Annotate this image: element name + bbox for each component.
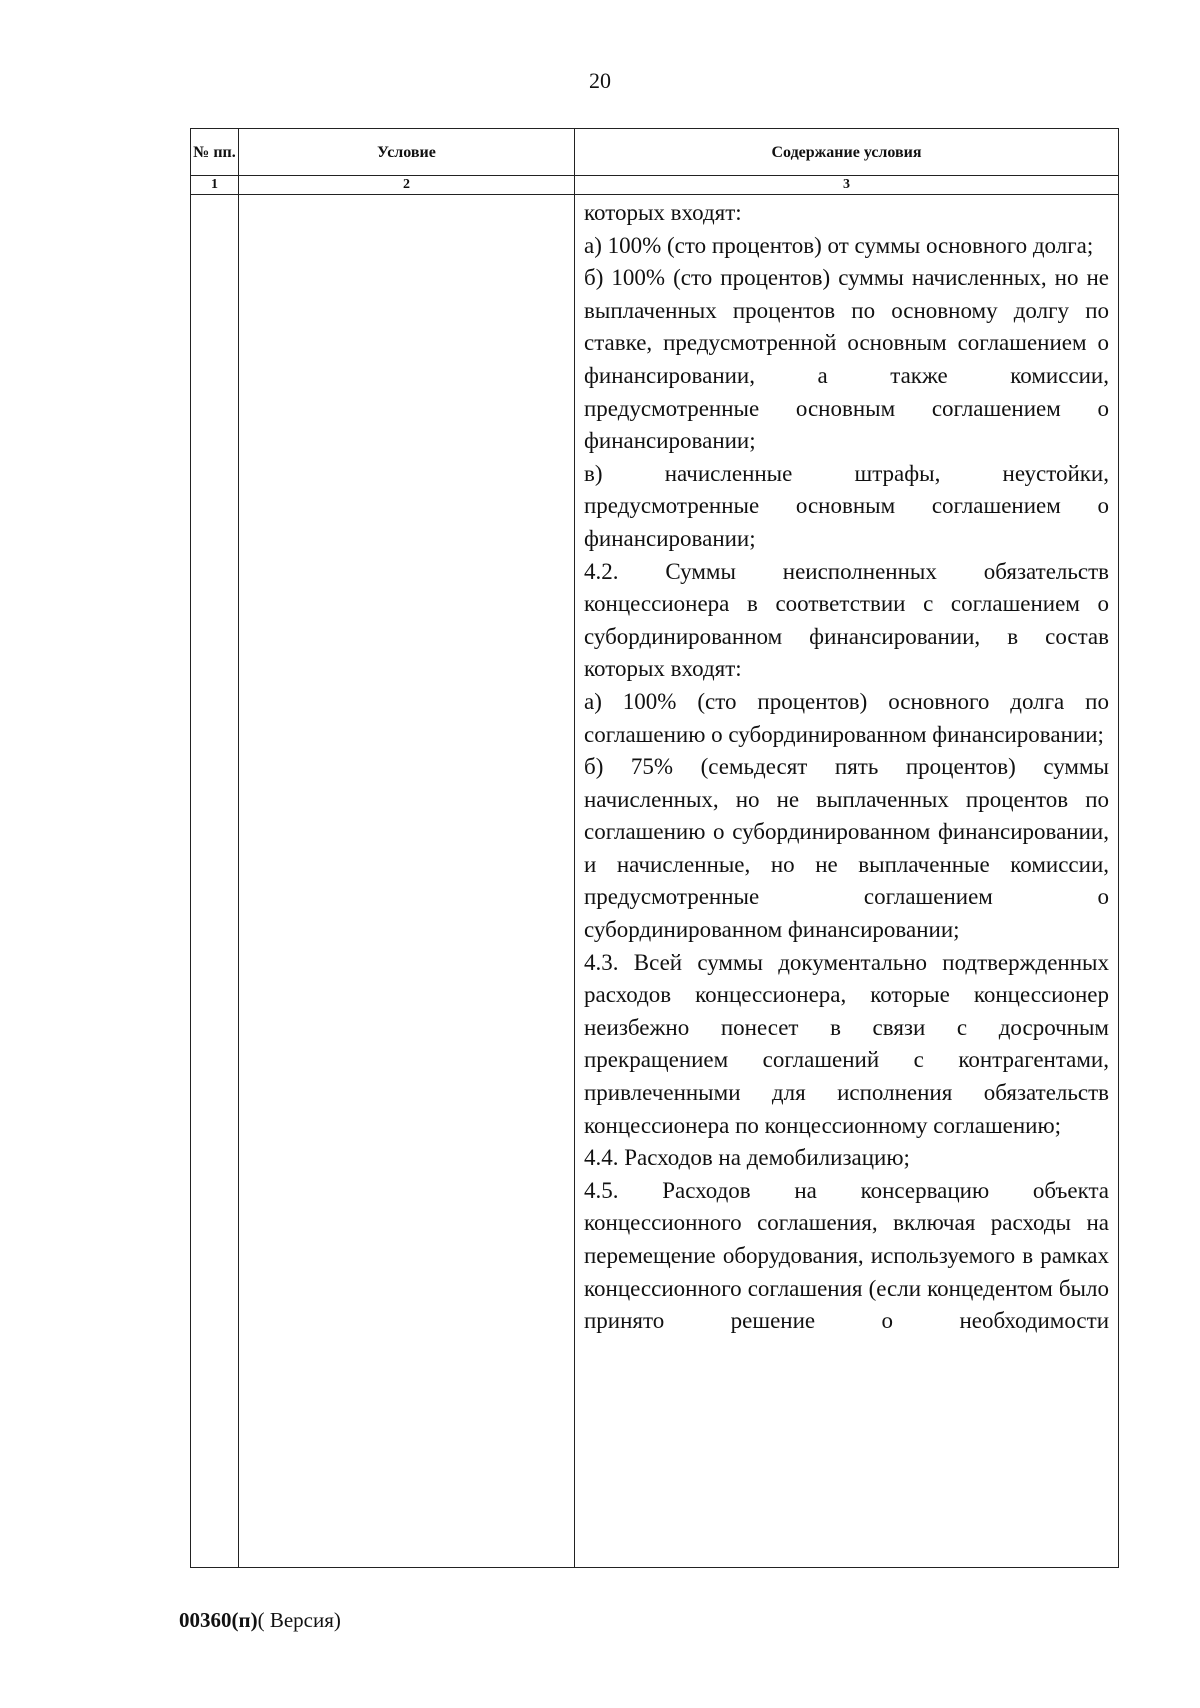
- document-footer: [179, 1608, 341, 1633]
- row-number-cell: [191, 195, 239, 1568]
- header-condition-content: Содержание условия: [575, 129, 1119, 176]
- column-index-2: 2: [239, 176, 575, 195]
- header-condition: Условие: [239, 129, 575, 176]
- table-column-index-row: [191, 176, 1119, 195]
- row-condition-cell: [239, 195, 575, 1568]
- content-paragraph: в) начисленные штрафы, неустойки, предусмотренные основным соглашением о финансировании;: [584, 460, 1109, 551]
- content-paragraph: 4.4. Расходов на демобилизацию;: [584, 1145, 910, 1171]
- content-paragraph: 4.2. Суммы неисполненных обязательств концессионера в соответствии с соглашением о субординированном финансировании, в состав которых входят:: [584, 558, 1109, 682]
- document-version: ( Версия): [257, 1608, 341, 1632]
- content-paragraph: а) 100% (сто процентов) от суммы основного долга;: [584, 232, 1094, 258]
- content-paragraph: 4.5. Расходов на консервацию объекта концессионного соглашения, включая расходы на перемещение оборудования, используемого в рамках концессионного соглашения (если концедентом было принято решение о необходимости: [584, 1177, 1109, 1334]
- column-index-3: 3: [575, 176, 1119, 195]
- content-paragraph: б) 100% (сто процентов) суммы начисленных, но не выплаченных процентов по основному долгу по ставке, предусмотренной основным соглашением о финансировании, а также комиссии, предусмотренные основным соглашением о финансировании;: [584, 265, 1109, 454]
- table-row: [191, 195, 1119, 1568]
- content-paragraph: 4.3. Всей суммы документально подтвержденных расходов концессионера, которые концессионер неизбежно понесет в связи с досрочным прекращением соглашений с контрагентами, привлеченными для исполнения обязательств концессионера по концессионному соглашению;: [584, 949, 1109, 1138]
- table-header-row: [191, 129, 1119, 176]
- document-code: 00360(п): [179, 1608, 258, 1632]
- column-index-1: 1: [191, 176, 239, 195]
- content-paragraph: б) 75% (семьдесят пять процентов) суммы начисленных, но не выплаченных процентов по соглашению о субординированном финансировании, и начисленные, но не выплаченные комиссии, предусмотренные соглашением о субординированном финансировании;: [584, 754, 1109, 943]
- conditions-table: [190, 128, 1119, 1568]
- content-paragraph: которых входят:: [584, 200, 742, 225]
- content-paragraph: а) 100% (сто процентов) основного долга по соглашению о субординированном финансировании;: [584, 688, 1109, 747]
- header-number: № пп.: [191, 129, 239, 176]
- row-content-cell: [575, 195, 1119, 1568]
- page-number: 20: [589, 68, 611, 93]
